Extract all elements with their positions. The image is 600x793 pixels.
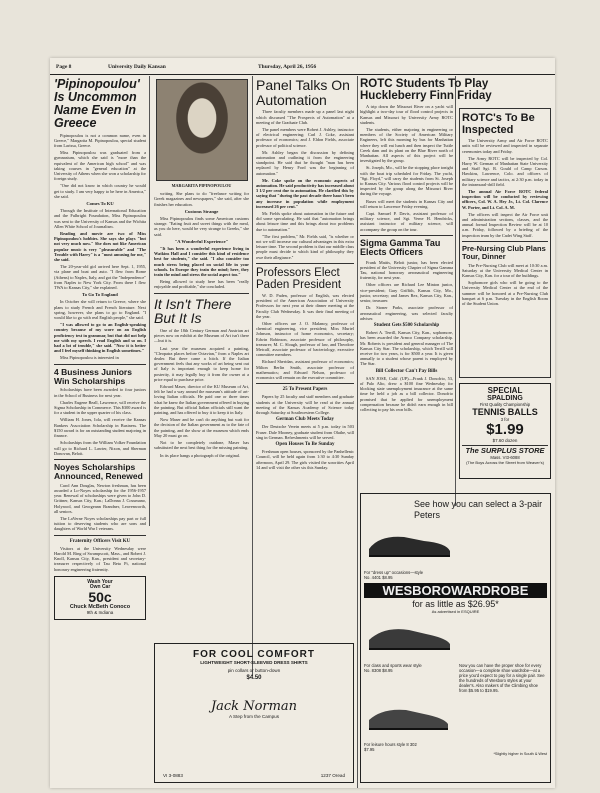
portrait-photo bbox=[156, 79, 248, 181]
headline-it-isnt-there: It Isn't There But It Is bbox=[154, 295, 232, 327]
article-paragraph: Miss Pipinopoulou is interested in bbox=[60, 355, 119, 361]
headline-papers: 25 To Present Papers bbox=[282, 387, 328, 393]
article-paragraph: Not to be completely outdone, Maser has substituted the next best thing for the missing painting. bbox=[154, 440, 249, 451]
article-paragraph: Der Deutsche Verein meets at 5 p.m. today in 503 Fraser. Dale Mooney, graduate student from Olathe, will sing in German. Refreshments will be served. bbox=[256, 424, 354, 440]
article-paragraph: The Pre-Nursing Club will meet at 10:30 a.m. Saturday at the University Medical Center in Kansas City, Kan. for a tour of the buildings. bbox=[462, 262, 548, 278]
headline-german-club: German Club Meets Today bbox=[276, 417, 334, 423]
article-paragraph: SAN JOSE, Calif. (UP)—Frank J. Donofrio, 53, of Palo Alto, drew a $100 fine Wednesday for blocking state unemployment insurance at the same time he held a job as a bill collector. Donofrio promised that he applied for unemployment compensation because he didn't earn enough in bill collecting to pay his own bills. bbox=[360, 375, 453, 412]
divider bbox=[54, 535, 146, 536]
article-paragraph: In October she will return to Greece, where she plans to study French and French literature. Next spring, however, she plans to go to England. "I would like to go with real English people," she said. bbox=[54, 299, 146, 320]
ad-text: SPECIAL bbox=[487, 386, 523, 395]
headline-panel-automation: Panel Talks On Automation bbox=[256, 77, 350, 108]
article-paragraph: In its place hangs a photograph of the original. bbox=[160, 452, 241, 458]
ad-price: $1.99 bbox=[486, 421, 524, 438]
article-paragraph: The panel members were Robert J. Ashley, instructor of electrical engineering; Carl J. Coke, assistant professor of economics; and J. Eldon Fields, associate professor of political science. bbox=[256, 126, 354, 148]
article-paragraph: "I was allowed to go to an English-speaking country because of my score on an English proficiency test in grammar, but that did not help me with my speech. I read English and so on. I had a lot of trouble," she said. "Now it is better and I feel myself thinking in English sometimes." bbox=[54, 322, 146, 354]
newspaper-page bbox=[50, 58, 555, 788]
page-number: Page 8 bbox=[56, 64, 72, 70]
shoe-caption: For leisure hours style 8 302 $7.95 bbox=[364, 742, 417, 752]
ad-text: As advertised in ESQUIRE bbox=[431, 609, 480, 614]
ad-text: 3 for bbox=[500, 417, 510, 422]
article-paragraph: Carol Ann Douglas, Newton freshman, has been awarded a Lo-Noyes scholarship for the 1956-1957 year. Renewal of scholarships were given to John D. Grittner, Kansas City, Kan.; LaDonna J. Cosumano, Holyrood, and Georgeann Brandner, Leavenworth, all seniors. bbox=[54, 482, 146, 514]
subhead: Comes To KU bbox=[86, 200, 114, 206]
ad-body: Now you can have the proper shoe for every occasion—a complete shoe wardrobe—at a price you'd expect to pay for a single pair. See the hundreds of Wesboro styles at your dealer's. Also makers of the Climbing shoe from $5.95 to $19.95. bbox=[459, 663, 545, 693]
column-3 bbox=[256, 76, 354, 516]
article-paragraph: Frank Mattis, Beloit junior, has been elected president of the University Chapter of Sigma Gamma Tau, national honorary aeronautical engineering fraternity, for next year. bbox=[360, 259, 453, 281]
jack-norman-ad bbox=[154, 643, 354, 783]
article-paragraph: Being allowed to study here has been "really enjoyable and profitable," she concluded. bbox=[154, 279, 249, 290]
ad-address: 1237 Oread bbox=[320, 773, 345, 778]
divider bbox=[462, 241, 548, 242]
page-header bbox=[50, 58, 555, 75]
shoe-illustration bbox=[364, 616, 454, 656]
ad-text: SPALDING bbox=[487, 395, 523, 402]
ad-text: Chuck McBeth Conoco bbox=[69, 604, 131, 611]
column-4 bbox=[360, 76, 492, 498]
ad-headline: See how you can select a 3-pair Peters bbox=[414, 499, 543, 520]
ad-text: First Quality Championship bbox=[479, 402, 531, 407]
headline-rotc-inspected: ROTC's To Be Inspected bbox=[462, 112, 535, 136]
column-rule bbox=[357, 76, 358, 788]
ad-brand: WESBOROWARDROBE bbox=[364, 583, 547, 598]
article-paragraph: Mr. Ashley began the discussion by defining automation and outlining it from the engineering standpoint. He said that he thought "man has been replaced by Henry Ford was the beginning of automation." bbox=[256, 149, 354, 176]
article-paragraph: Sophomore girls who will be going to the University Medical Center at the end of the summer will be honored at a Pre-Nursing Club banquet at 6 p.m. Tuesday in the English Room of the Student Union. bbox=[462, 280, 548, 306]
ad-text: TENNIS BALLS bbox=[472, 407, 538, 417]
article-paragraph: Edward Maser, director of the KU Museum of Art, felt he had a way around the museum's attitude of art-loving Italian officials. He paid one or three times what he knew the Italian government offered in buying the painting. But official Italian officials still want the painting, and has offered to buy it to keep it in Italy. bbox=[154, 384, 249, 416]
article-paragraph: Miss Pipinopoulou was graduated from a gymnasium, which she said is "more than the equivalent of the American high school" and was taking courses in "general education" at the University of Athens when she won a scholarship for foreign study. bbox=[54, 150, 146, 182]
article-paragraph: The Army ROTC will be inspected by Col. Harry W. German of Manhattan State University and Staff Sgt. R. Gould of Camp Carson. Hawkins, Lawrence, Colo. and officers of military science and tactics, at 2:30 p.m. today in the intramural-drill field. bbox=[462, 155, 548, 187]
article-paragraph: Robert A. Terrill, Kansas City, Kan., sophomore, has been awarded the Armco Company scholarship. Mr. Roberts is president and general manager of The Kansas City Star. The scholarship, which Terrill will receive for two years, is for $500 a year. It is given annually to a student whose parent is employed by The Star. bbox=[360, 330, 453, 367]
column-rule bbox=[149, 76, 150, 526]
paper-name: University Daily Kansan bbox=[108, 64, 166, 70]
article-paragraph: Mr. Fields spoke about automation in the future and did some speculating. He said that "automation brings about leisure time and this brings about two problems due to automation." bbox=[256, 211, 354, 232]
headline-bill-collector: Bill Collector Can't Pay Bills bbox=[375, 368, 438, 374]
article-paragraph: Miss Pipinopoulou finds some American customs strange. "Eating fruit and sweet things with the meal, as you do here, would be very strange to Greeks," she said. bbox=[154, 216, 249, 237]
shoe-caption: For "dress up" occasions—style No. 4401 $8.95 bbox=[364, 570, 424, 580]
article-paragraph: Other officers are J. O. Malanoy, professor of chemical engineering, vice president; Miss Muriel Johnson, instructor of home economics, secretary; Edwin Robinson, associate professor of philosophy, treasurer; M. C. Slough, professor of law, and Theodore Metcalf, associate professor of bacteriology, executive committee members. bbox=[256, 321, 354, 358]
column-1 bbox=[54, 76, 146, 782]
headline-pre-nursing: Pre-Nursing Club Plans Tour, Dinner bbox=[462, 243, 546, 261]
headline-sigma-gamma-tau: Sigma Gamma Tau Elects Officers bbox=[360, 237, 441, 258]
article-paragraph: writing. She plans to do "freelance writing for Greek magazines and newspapers," she said, after she finishes her education. bbox=[154, 191, 249, 207]
article-paragraph: W. D. Paden, professor of English, was elected president of the American Association of University Professors for next year at their dinner meeting at the Faculty Club Wednesday. It was their final meeting of the year. bbox=[256, 292, 354, 319]
article-paragraph: Through the Institute of International Education and the Fulbright Foundation, Miss Pipinopoulou was sent to the University of Kansas and the Wichita Allen White School of Journalism. bbox=[54, 208, 146, 229]
conoco-ad bbox=[54, 576, 146, 620]
article-paragraph: One of the 18th Century German and Austrian art pieces now on exhibit at the Museum of Art isn't there—but it is. bbox=[154, 328, 249, 344]
article-paragraph: Now Maser and he can't do anything but wait for the decision of the Italian government as to the fate of the painting, and the show at the museum which ends May 20 must go on. bbox=[154, 417, 249, 438]
divider bbox=[154, 293, 249, 294]
article-paragraph: Other officers are Richard Lee Minton junior, vice-president; Gary Griffith, Kansas City, Mo., junior, secretary; and James Rex, Kansas City, Kan., senior, treasurer. bbox=[360, 282, 453, 304]
subhead: Customs Strange bbox=[184, 208, 219, 214]
article-paragraph: The students, either majoring in engineering or members of the Society of American Military Engineers, left this morning by bus for Manhattan where they will eat lunch and then inspect the Tuttle Creek dam and its plant on the Blue River north of Manhattan. All aspects of this project will be investigated by the group. bbox=[360, 126, 453, 164]
article-paragraph: Scholarships have been awarded to four juniors in the School of Business for next year. bbox=[54, 387, 146, 398]
article-paragraph: Richard Sheridan, assistant professor of economics; Milton Berlin Smith, associate professor of mathematics; and Edward Nelson, professor of economics will remain on the executive committee. bbox=[256, 359, 354, 381]
ad-text: LIGHTWEIGHT SHORT-SLEEVED DRESS SHIRTS bbox=[200, 660, 308, 665]
ad-price: for as little as $26.95* bbox=[412, 599, 499, 609]
headline-business-scholarships: 4 Business Juniors Win Scholarships bbox=[54, 366, 132, 386]
headline-fraternity: Fraternity Officers Visit KU bbox=[69, 538, 131, 544]
article-paragraph: Mr. Coke spoke on the economic aspects of automation. He said productivity has increased about 3 1/2 per cent due to automation. He clarified this by saying that "during the past decade there hasn't been any increase in population while employment increased 26 per cent." bbox=[256, 177, 354, 209]
subhead: "A Wonderful Experience" bbox=[174, 238, 229, 244]
article-paragraph: "The first problem," Mr. Fields said, "is whether or not we will increase our cultural advantages in this extra leisure time. The second problem is that our middle class people must decide to which kind of philosophy they owe their allegiance." bbox=[256, 233, 355, 260]
headline-pipinopoulou: 'Pipinopoulou' Is Uncommon Name Even In Greece bbox=[54, 77, 140, 131]
article-paragraph: Pipinopoulou is not a common name, even in Greece," Margarita M. Pipinopoulou, special student from Larissa, Greece. bbox=[54, 132, 146, 148]
column-rule bbox=[252, 76, 253, 676]
headline-noyes-scholarships: Noyes Scholarships Announced, Renewed bbox=[54, 461, 143, 481]
article-paragraph: Papers by 25 faculty and staff members and graduate students at the University will be read at the annual meeting of the Kansas Academy of Science today through Saturday at Southwestern College. bbox=[256, 394, 354, 416]
article-paragraph: Buses will meet the students in Kansas City and will return to Lawrence Friday evening. bbox=[360, 198, 453, 209]
headline-rotc-huckleberry: ROTC Students To Play Huckleberry Finn Friday bbox=[360, 78, 492, 103]
ad-text: pin collars or button-down bbox=[227, 668, 281, 673]
wesboro-ad bbox=[360, 493, 551, 783]
ad-text: Wash Your bbox=[87, 578, 113, 585]
ad-text: $7.60 dozen bbox=[492, 438, 518, 443]
ad-brand: Jack Norman bbox=[210, 699, 298, 714]
shoe-illustration bbox=[364, 695, 454, 735]
ad-footnote: *Slightly higher in South & West bbox=[493, 752, 547, 756]
ad-store: The SURPLUS STORE bbox=[462, 445, 548, 455]
ad-text: Mass. VI3-6088 bbox=[490, 455, 520, 460]
article-paragraph: Charles Eugene Beall, Lawrence, will receive the Sigma Scholarship in Commerce. This $300 award is for a student in the upper quarter of his class. bbox=[54, 399, 146, 416]
spalding-ad bbox=[459, 383, 551, 479]
article-paragraph: St. Joseph, Mo., will be the stopping place tonight with the boat trip scheduled for Friday. The yacht, "Sgt. Floyd," will carry the students from St. Joseph to Kansas City. Various flood control projects will be inspected by the group along the Missouri River during the voyage. bbox=[360, 165, 453, 197]
divider bbox=[54, 364, 146, 365]
ad-text: 9th & Indiana bbox=[86, 610, 114, 616]
column-5 bbox=[459, 108, 551, 378]
divider bbox=[256, 263, 354, 264]
column-2 bbox=[154, 76, 249, 506]
article-paragraph: Capt. Samuel P. Davis, assistant professor of military science, and Sgt. Verne H. Hendricks, assistant instructor of military science, will accompany the group on the tour. bbox=[360, 210, 453, 232]
issue-date: Thursday, April 26, 1956 bbox=[258, 64, 317, 70]
ad-title: FOR COOL COMFORT bbox=[193, 649, 315, 660]
article-paragraph: Dr. Stoner Parks, associate professor of aeronautical engineering, was selected faculty adviser. bbox=[360, 305, 453, 321]
article-paragraph: The 20-year-old girl arrived here Sept. 1, 1955, via plane and boat and auto. "I flew from Rome (Athens) to Naples, Italy, and got the "Independence" from Naples to New York City. From there I flew TWA to Kansas City," she explained. bbox=[54, 264, 146, 290]
article-paragraph: The LaVerne Noyes scholarships pay part or full tuition to deserving students who are sons and daughters of World War I veterans. bbox=[54, 515, 146, 532]
article-paragraph: Scholarships from the William Volker Foundation will go to Richard L. Lawter, Nixon, and Sherman Donovan, Beloit. bbox=[54, 440, 146, 456]
article-paragraph: The annual Air Force ROTC federal inspection will be conducted by reviewing officers, Col. W. A. Hey Jr., Lt. Col. Clarence W. Porter, and Lt. Col. A. M. bbox=[462, 188, 548, 210]
column-rule bbox=[455, 76, 456, 506]
subhead: To Go To England bbox=[82, 292, 118, 298]
article-paragraph: The University Army and Air Force ROTC units will be reviewed and inspected in separate ceremonies today and Friday. bbox=[462, 138, 548, 154]
divider bbox=[54, 459, 146, 460]
shoe-caption: For class and sports wear style No. 8308 $8.95 bbox=[364, 663, 422, 673]
divider bbox=[256, 383, 354, 384]
ad-text: Own Car bbox=[89, 584, 111, 590]
ad-text: (The Boys Across the Street from Weaver's) bbox=[466, 460, 544, 465]
photo-caption: MARGARITA PIPINOPOULOU bbox=[171, 183, 232, 188]
article-paragraph: Three faculty members made up a panel last night which discussed "The Prospects of Automation" at a meeting of the Graduate Club. bbox=[256, 109, 354, 125]
article-paragraph: Freshman open houses, sponsored by the Panhellenic Council, will be held again from 1:30 to 4:30 Sunday afternoon, April 29. The girls visited the sororities April 14 and will visit the other six this Sunday. bbox=[256, 449, 354, 470]
article-paragraph: William H. Jones, Iola, will receive the Kansas Bankers Association Scholarship in Business. The $150 award is for an outstanding student majoring in finance. bbox=[54, 417, 146, 439]
shoe-illustration bbox=[364, 523, 454, 563]
ad-price: 50c bbox=[88, 589, 112, 606]
headline-student-scholarship: Student Gets $500 Scholarship bbox=[373, 322, 440, 328]
divider bbox=[360, 235, 453, 236]
article-paragraph: "One did not know in which country he would get to study. I am very happy to be here in America," she said. bbox=[54, 183, 146, 199]
ad-phone: VI 3-0883 bbox=[163, 773, 183, 778]
article-paragraph: Visitors at the University Wednesday were Harold M. Ring of Swampscott, Mass., and Robert J. Knoll, Kansas City, Kan., president and secretary-treasurer respectively of Tau Beta Pi, national honorary engineering fraternity. bbox=[54, 545, 146, 572]
article-paragraph: The officers will inspect the Air Force unit and administration sections, classes, and the annual formal Inspection Review will be at 10 a.m. Friday, followed by a briefing of the inspection team by the Cadet Wing Staff. bbox=[462, 211, 548, 238]
ad-price: $4.50 bbox=[246, 675, 262, 681]
article-paragraph: Last year the museum acquired a painting, "Cleopatra places before Octavian," from a Naples art dealer. But there came a hitch. If the Italian government feels that any works of art being sent out of Italy is important enough to keep home for posterity, it may legally buy it from the owner at a price equal to purchase price. bbox=[154, 345, 249, 382]
ad-text: A Step from the Campus bbox=[228, 714, 280, 719]
article-paragraph: "It has been a wonderful experience living in Watkins Hall and I consider this kind of residence best for students," she said. "I also consider too much stress being placed on social life in your schools. In Europe they train the mind; here, they train the mind and stress the social aspect too." bbox=[154, 246, 249, 278]
headline-professors-elect: Professors Elect Paden President bbox=[256, 266, 342, 291]
article-paragraph: Reading and movie are two of Miss Pipinopoulou's hobbies. She says she plays "but not very much now." She does not like American popular music is very "pleasurable" and "The Trouble with Harry" is a "most amusing for me," she said. bbox=[54, 230, 146, 262]
article-paragraph: A trip down the Missouri River on a yacht will highlight a two-day tour of flood control projects in Kansas and Missouri by University Army ROTC students. bbox=[360, 104, 453, 125]
headline-open-houses: Open Houses To Be Sunday bbox=[275, 442, 335, 448]
